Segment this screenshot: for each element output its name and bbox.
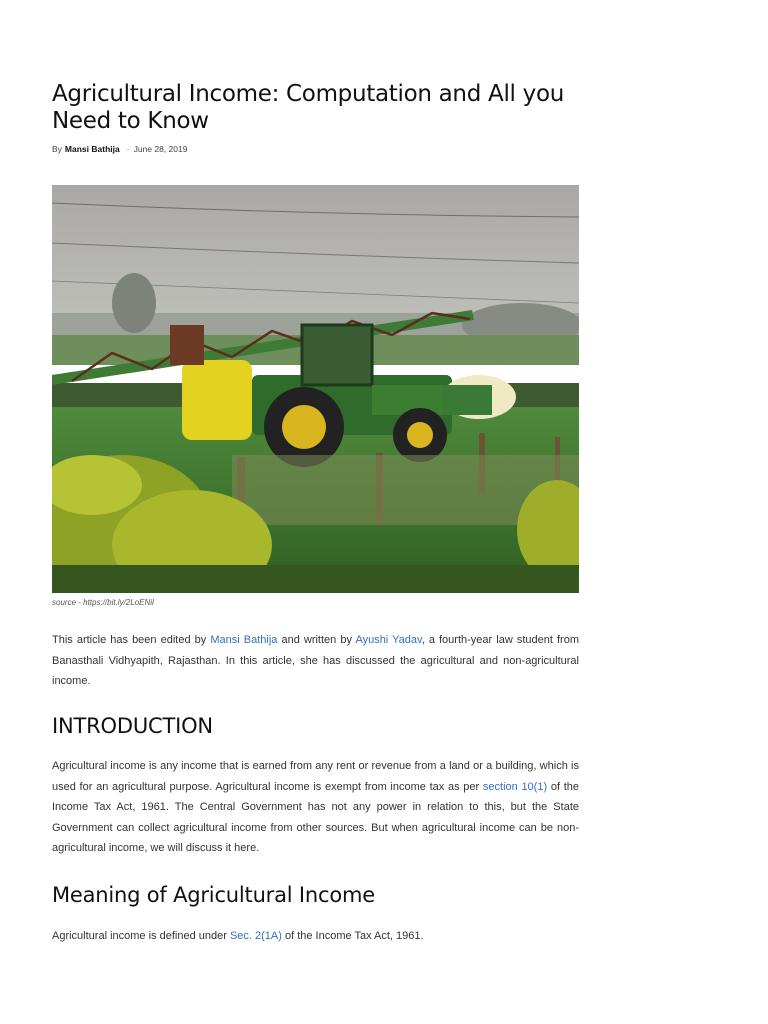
paragraph-text: Agricultural income is any income that is earned from any rent or revenue from a land or a building, which is used for an agricultural purpose. Agricultural income is exempt from income tax as per xyxy=(52,760,579,793)
editor-link[interactable]: Mansi Bathija xyxy=(210,634,278,646)
byline-separator: - xyxy=(126,144,130,154)
paragraph-text: of the Income Tax Act, 1961. The Central Government has not any power in relation to this, but the State Government can collect agricultural income from other sources. But when agricultural income can be non-agricultural income, we will discuss it here. xyxy=(52,780,579,854)
section-heading-meaning: Meaning of Agricultural Income xyxy=(52,883,375,907)
section-heading-introduction: INTRODUCTION xyxy=(52,714,213,738)
paragraph-text: , a fourth-year law student from Banasthali Vidhyapith, Rajasthan. In this article, she has discussed the agricultural and non-agricultural income. xyxy=(52,634,579,687)
paragraph-text: and written by xyxy=(277,634,356,646)
tractor-cab xyxy=(302,325,372,385)
article-title: Agricultural Income: Computation and All you Need to Know xyxy=(52,81,564,134)
author-link[interactable]: Mansi Bathija xyxy=(64,144,120,154)
paragraph-text: This article has been edited by xyxy=(52,634,211,646)
byline xyxy=(52,144,187,154)
section-10-1-link[interactable]: section 10(1) xyxy=(482,780,548,793)
sec-2-1a-link[interactable]: Sec. 2(1A) xyxy=(229,930,282,942)
writer-link[interactable]: Ayushi Yadav xyxy=(355,634,422,646)
image-caption: source - https://bit.ly/2LoENil xyxy=(52,598,154,607)
hero-image xyxy=(52,185,579,593)
sprayer-tank xyxy=(182,360,252,440)
tree xyxy=(112,273,156,333)
paragraph-text: of the Income Tax Act, 1961. xyxy=(281,930,424,942)
introduction-paragraph xyxy=(52,756,579,859)
intro-paragraph xyxy=(52,630,579,692)
meaning-paragraph xyxy=(52,926,579,947)
paragraph-text: Agricultural income is defined under xyxy=(52,930,230,942)
publish-date: June 28, 2019 xyxy=(133,144,188,154)
byline-prefix: By xyxy=(52,144,62,154)
